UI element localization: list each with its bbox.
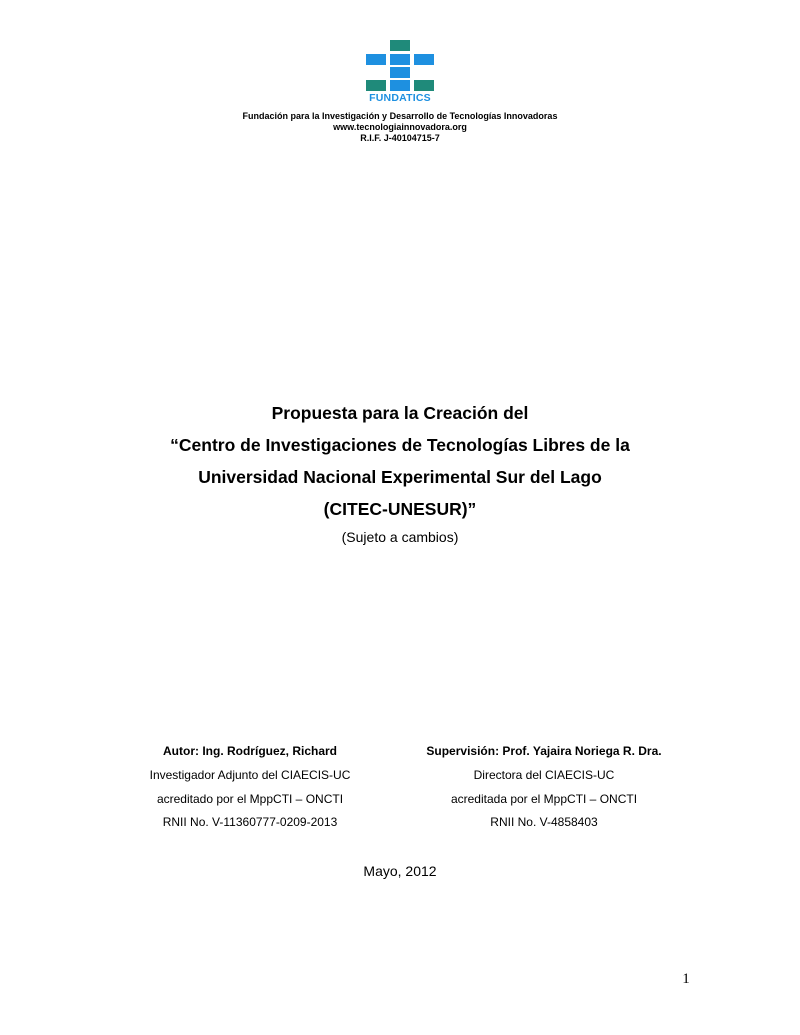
author-accreditation: acreditado por el MppCTI – ONCTI xyxy=(156,792,344,806)
logo-block xyxy=(390,54,410,65)
title-line-3: Universidad Nacional Experimental Sur del Lago xyxy=(198,467,602,487)
author-rnii: RNII No. V-11360777-0209-2013 xyxy=(162,815,338,829)
supervisor-accreditation: acreditada por el MppCTI – ONCTI xyxy=(450,792,638,806)
logo-text: FUNDATICS xyxy=(369,92,431,104)
logo-block xyxy=(390,80,410,91)
subtitle: (Sujeto a cambios) xyxy=(341,529,459,545)
title-line-2: “Centro de Investigaciones de Tecnologías Libres de la xyxy=(170,435,630,455)
author-role: Investigador Adjunto del CIAECIS-UC xyxy=(149,768,351,782)
supervision-block xyxy=(394,744,694,834)
page-number: 1 xyxy=(682,971,690,987)
author-name: Autor: Ing. Rodríguez, Richard xyxy=(163,744,337,758)
fundatics-logo xyxy=(366,40,434,104)
org-name: Fundación para la Investigación y Desarrollo de Tecnologías Innovadoras xyxy=(242,111,558,121)
supervisor-name: Supervisión: Prof. Yajaira Noriega R. Dra. xyxy=(426,744,662,758)
logo-block xyxy=(390,67,410,78)
supervisor-rnii: RNII No. V-4858403 xyxy=(490,815,598,829)
org-website: www.tecnologiainnovadora.org xyxy=(333,122,467,132)
logo-block xyxy=(366,80,386,91)
author-block xyxy=(100,744,400,834)
org-rif: R.I.F. J-40104715-7 xyxy=(360,133,440,143)
logo-block xyxy=(414,80,434,91)
supervisor-role: Directora del CIAECIS-UC xyxy=(473,768,615,782)
document-date: Mayo, 2012 xyxy=(363,863,437,879)
title-line-1: Propuesta para la Creación del xyxy=(271,403,529,423)
title-line-4: (CITEC-UNESUR)” xyxy=(323,499,477,519)
logo-block xyxy=(366,54,386,65)
logo-block xyxy=(414,54,434,65)
logo-block xyxy=(390,40,410,51)
